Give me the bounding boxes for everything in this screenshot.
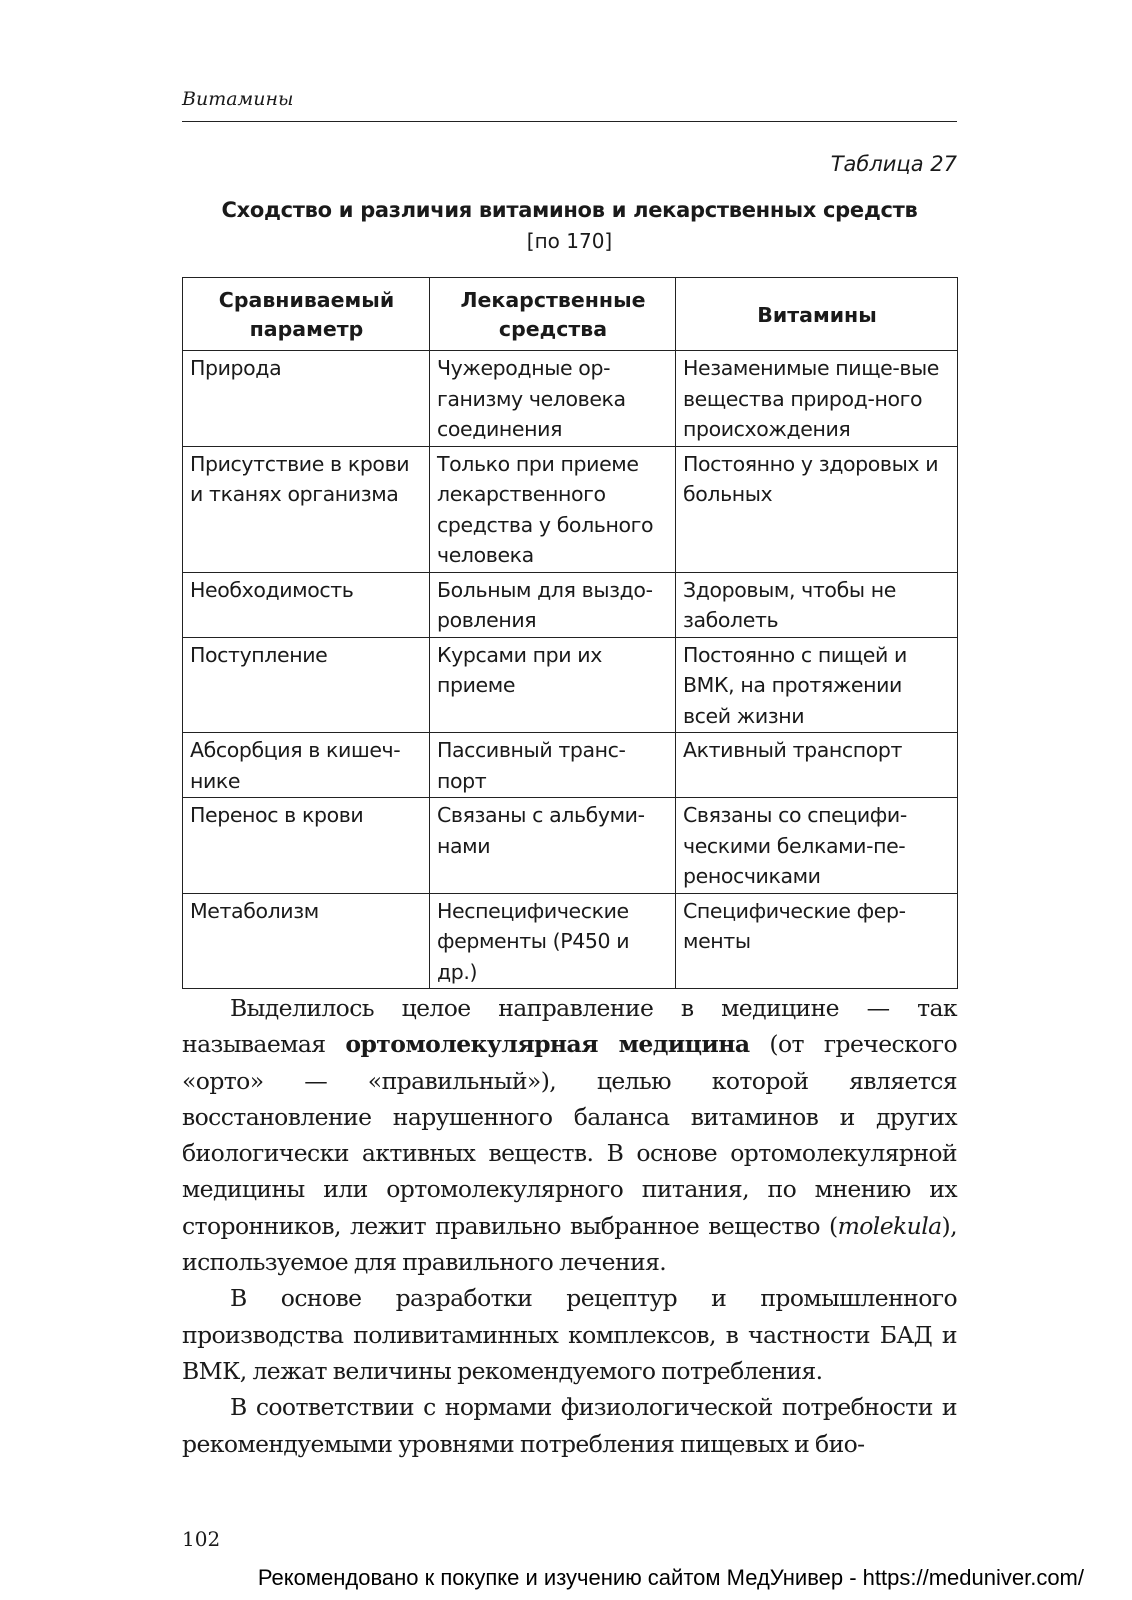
cell-parameter: Метаболизм (183, 893, 430, 989)
cell-parameter: Необходимость (183, 572, 430, 637)
footer-watermark: Рекомендовано к покупке и изучению сайтом МедУнивер - https://meduniver.com/ (257, 1565, 1084, 1590)
table-row (183, 893, 958, 989)
paragraph-recipes: В основе разработки рецептур и промышленного производства поливитаминных комплексов, в частности БАД и ВМК, лежат величины рекомендуемого потребления. (182, 1284, 957, 1385)
cell-parameter: Перенос в крови (183, 798, 430, 894)
header-parameter: Сравниваемый параметр (183, 278, 430, 351)
header-rule (182, 121, 957, 122)
cell-vitamins: Активный транспорт (676, 733, 958, 798)
table-row (183, 446, 958, 572)
cell-drugs: Пассивный транс-порт (430, 733, 676, 798)
table-row (183, 637, 958, 733)
cell-parameter: Абсорбция в кишеч-нике (183, 733, 430, 798)
paragraph-norms: В соответствии с нормами физиологической потребности и рекомендуемыми уровнями потребления пищевых и био- (182, 1393, 957, 1458)
cell-vitamins: Специфические фер-менты (676, 893, 958, 989)
cell-vitamins: Постоянно с пищей и ВМК, на протяжении всей жизни (676, 637, 958, 733)
cell-drugs: Больным для выздо-ровления (430, 572, 676, 637)
cell-parameter: Природа (183, 351, 430, 447)
header-vitamins: Витамины (676, 278, 958, 351)
cell-drugs: Только при приеме лекарственного средства у больного человека (430, 446, 676, 572)
header-drugs: Лекарственные средства (430, 278, 676, 351)
cell-parameter: Присутствие в крови и тканях организма (183, 446, 430, 572)
term-molekula: molekula (837, 1211, 942, 1240)
cell-vitamins: Здоровым, чтобы не заболеть (676, 572, 958, 637)
table-source: [по 170] (526, 229, 613, 253)
cell-drugs: Курсами при их приеме (430, 637, 676, 733)
cell-parameter: Поступление (183, 637, 430, 733)
paragraph-orthomolecular (182, 990, 957, 1280)
table-header-row (183, 278, 958, 351)
paragraph-text: ), используемое для правильного лечения. (182, 1211, 957, 1277)
page-number: 102 (182, 1527, 221, 1551)
table-row (183, 798, 958, 894)
term-orthomolecular-medicine: ортомолекулярная медицина (345, 1030, 750, 1059)
cell-vitamins: Постоянно у здоровых и больных (676, 446, 958, 572)
cell-drugs: Неспецифические ферменты (P450 и др.) (430, 893, 676, 989)
cell-drugs: Чужеродные ор-ганизму человека соединения (430, 351, 676, 447)
table-number: Таблица 27 (830, 152, 957, 176)
table-row (183, 572, 958, 637)
cell-drugs: Связаны с альбуми-нами (430, 798, 676, 894)
body-text (182, 990, 957, 1462)
paragraph-text: Выделилось целое направление в медицине — так называемая (182, 994, 957, 1059)
comparison-table (182, 277, 958, 989)
cell-vitamins: Незаменимые пище-вые вещества природ-ного происхождения (676, 351, 958, 447)
table-row (183, 733, 958, 798)
table-title: Сходство и различия витаминов и лекарственных средств (221, 198, 918, 222)
table-row (183, 351, 958, 447)
paragraph-text: (от греческого «орто» — «правильный»), целью которой является восстановление нарушенного баланса витаминов и других биологически активных веществ. В основе ортомолекулярной медицины или ортомолекулярного питания, по мнению их сторонников, лежит правильно выбранное вещество ( (182, 1030, 958, 1240)
cell-vitamins: Связаны со специфи-ческими белками-пе-реносчиками (676, 798, 958, 894)
running-head: Витамины (182, 88, 294, 110)
